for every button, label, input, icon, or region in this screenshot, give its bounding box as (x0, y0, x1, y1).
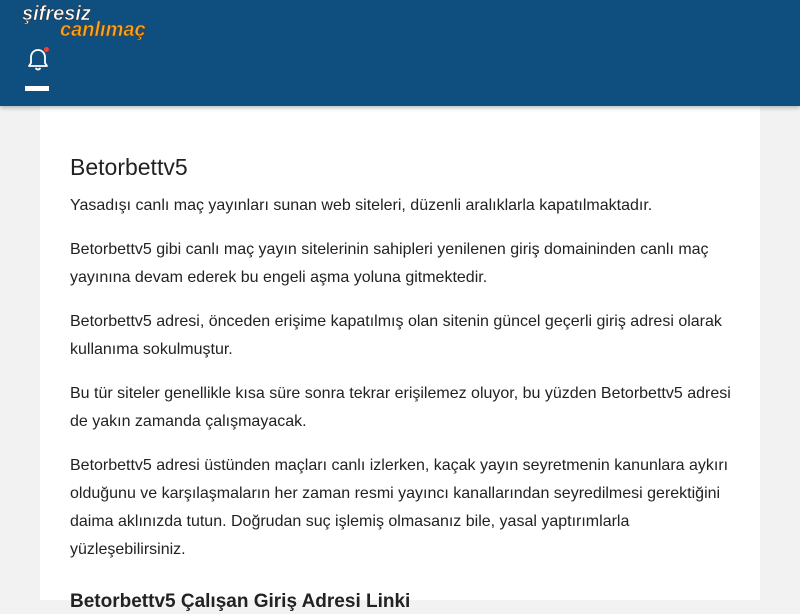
site-header (0, 0, 800, 106)
site-logo[interactable] (20, 2, 170, 42)
article-paragraph: Yasadışı canlı maç yayınları sunan web siteleri, düzenli aralıklarla kapatılmaktadır. (70, 197, 653, 214)
hamburger-menu-icon[interactable] (25, 86, 49, 91)
article-paragraph: Bu tür siteler genellikle kısa süre sonra tekrar erişilemez oluyor, bu yüzden Betorbettv5 adresi de yakın zamanda çalışmayacak. (70, 385, 731, 430)
article-paragraph: Betorbettv5 gibi canlı maç yayın sitelerinin sahipleri yenilenen giriş domaininden canlı maç yayınına devam ederek bu engeli aşma yoluna gitmektedir. (70, 241, 709, 286)
logo-text-bottom: canlımaç (60, 19, 146, 41)
page-title: Betorbettv5 (70, 154, 188, 180)
main-content (40, 106, 760, 612)
notification-dot (44, 47, 49, 52)
logo-text-top: şifresiz (22, 3, 91, 25)
article (70, 152, 740, 614)
article-paragraph: Betorbettv5 adresi, önceden erişime kapatılmış olan sitenin güncel geçerli giriş adresi olarak kullanıma sokulmuştur. (70, 313, 722, 358)
section-heading: Betorbettv5 Çalışan Giriş Adresi Linki (70, 591, 411, 612)
article-paragraph: Betorbettv5 adresi üstünden maçları canlı izlerken, kaçak yayın seyretmenin kanunlara aykırı olduğunu ve karşılaşmaların her zaman resmi yayıncı kanallarından seyredilmesi gerektiğini daima aklınızda tutun. Doğrudan suç işlemiş olmasanız bile, yasal yaptırımlarla yüzleşebilirsiniz. (70, 457, 729, 558)
